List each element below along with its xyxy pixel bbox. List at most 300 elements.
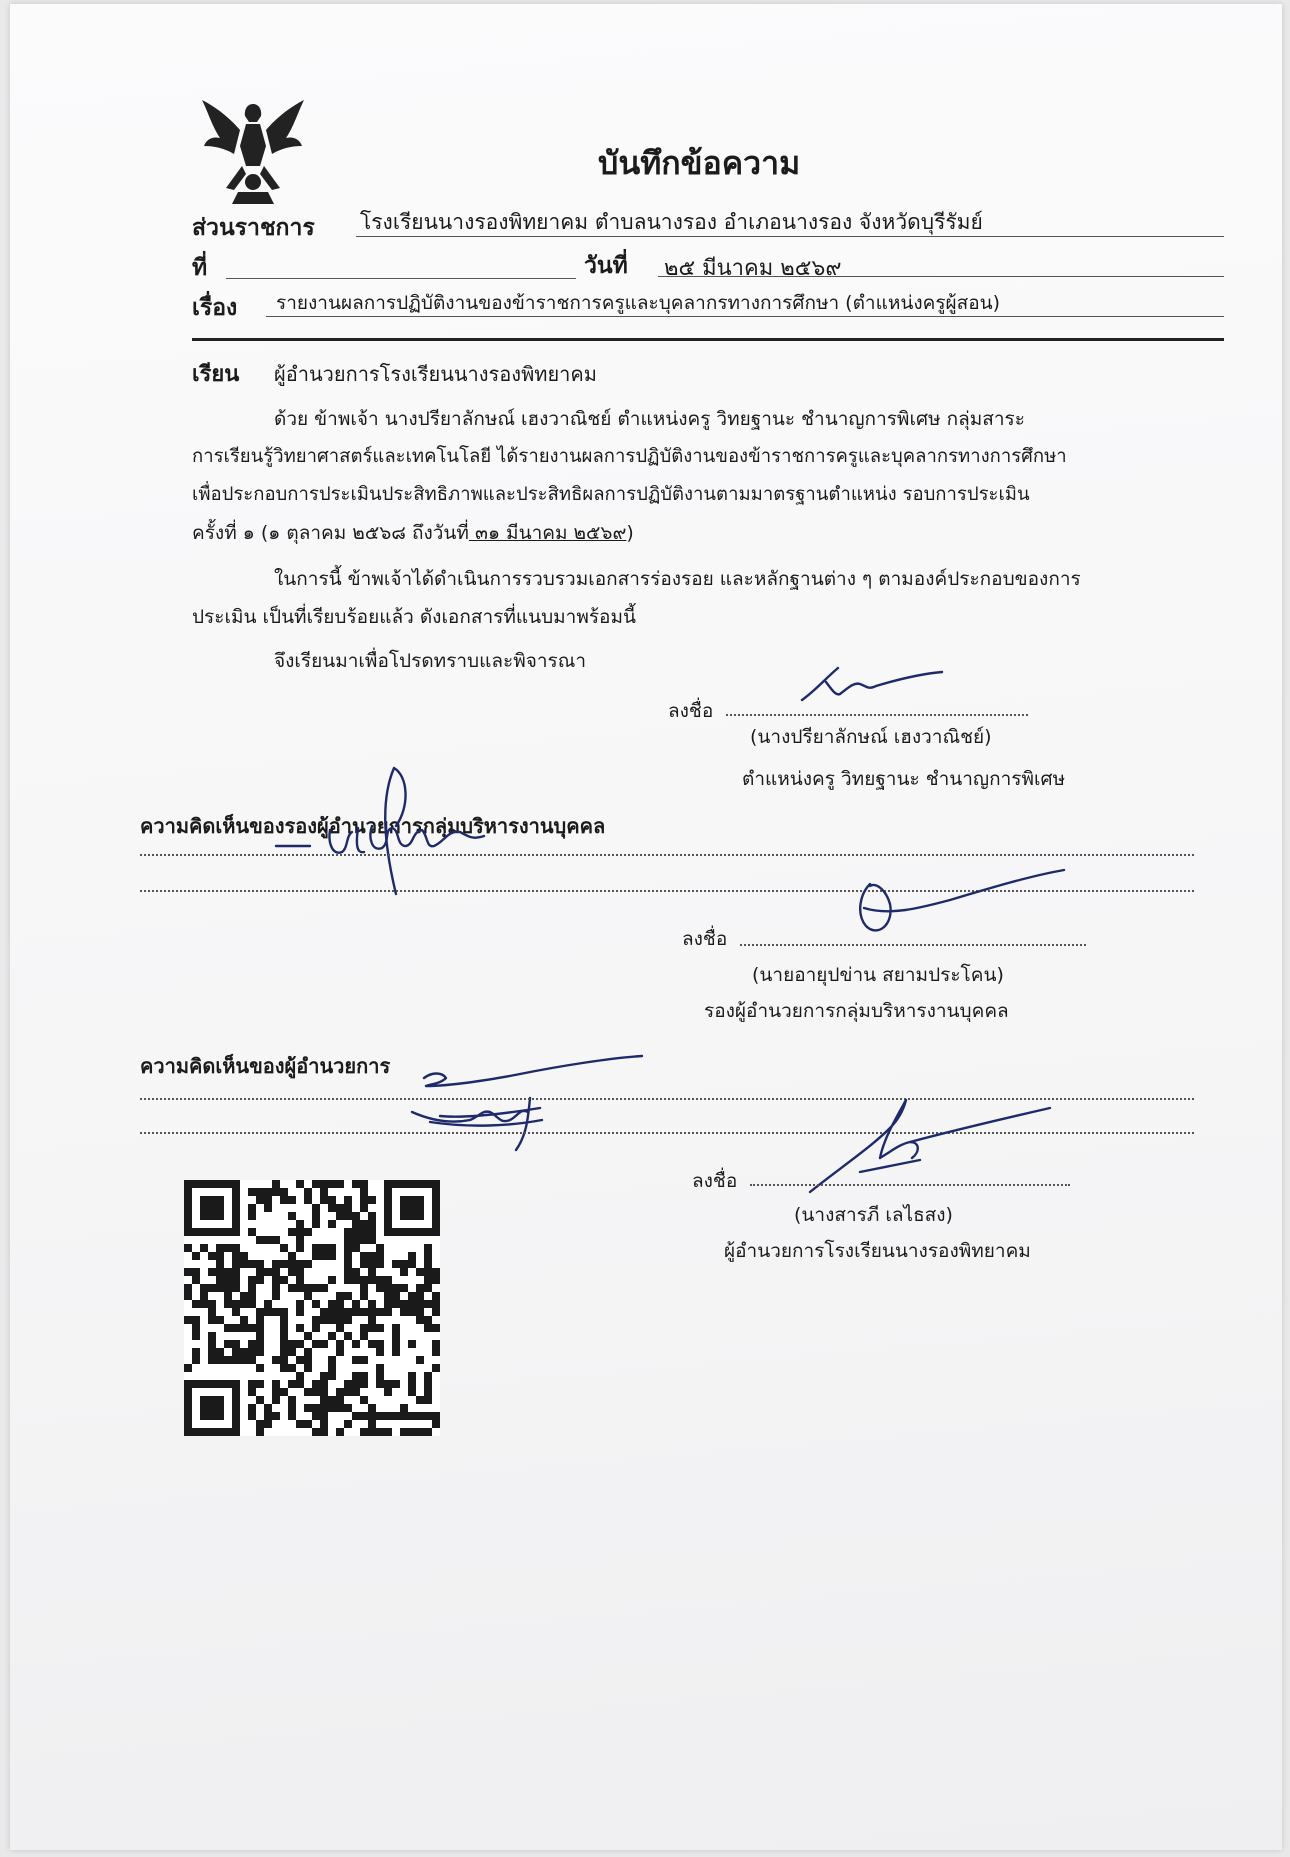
qr-module: [352, 1244, 360, 1252]
qr-module: [216, 1244, 224, 1252]
qr-module: [360, 1380, 368, 1388]
qr-module: [360, 1356, 368, 1364]
qr-module: [248, 1404, 256, 1412]
qr-module: [416, 1284, 424, 1292]
qr-module: [320, 1340, 328, 1348]
qr-module: [392, 1332, 400, 1340]
qr-module: [280, 1356, 288, 1364]
qr-module: [296, 1372, 304, 1380]
qr-module: [344, 1276, 352, 1284]
qr-module: [200, 1284, 208, 1292]
qr-module: [192, 1268, 200, 1276]
qr-module: [352, 1276, 360, 1284]
qr-module: [304, 1388, 312, 1396]
qr-module: [288, 1340, 296, 1348]
qr-module: [328, 1372, 336, 1380]
qr-module: [232, 1300, 240, 1308]
qr-module: [296, 1244, 304, 1252]
qr-module: [240, 1324, 248, 1332]
qr-module: [256, 1276, 264, 1284]
subject-value: รายงานผลการปฏิบัติงานของข้าราชการครูและบุคลากรทางการศึกษา (ตำแหน่งครูผู้สอน): [276, 292, 1001, 314]
qr-module: [264, 1188, 272, 1196]
qr-module: [232, 1284, 240, 1292]
qr-module: [424, 1388, 432, 1396]
qr-module: [328, 1220, 336, 1228]
qr-module: [232, 1324, 240, 1332]
qr-module: [344, 1332, 352, 1340]
qr-module: [224, 1300, 232, 1308]
qr-module: [272, 1188, 280, 1196]
qr-module: [296, 1228, 304, 1236]
qr-module: [288, 1404, 296, 1412]
qr-module: [184, 1244, 192, 1252]
qr-module: [272, 1412, 280, 1420]
qr-module: [424, 1260, 432, 1268]
qr-module: [368, 1276, 376, 1284]
qr-module: [352, 1308, 360, 1316]
qr-module: [392, 1412, 400, 1420]
qr-module: [376, 1276, 384, 1284]
qr-module: [320, 1196, 328, 1204]
opinion2-sign-label: ลงชื่อ: [692, 1170, 738, 1192]
qr-module: [352, 1180, 360, 1188]
qr-module: [216, 1356, 224, 1364]
qr-module: [288, 1228, 296, 1236]
qr-module: [336, 1212, 344, 1220]
qr-module: [376, 1260, 384, 1268]
qr-module: [328, 1180, 336, 1188]
qr-module: [344, 1292, 352, 1300]
qr-module: [296, 1380, 304, 1388]
qr-module: [344, 1196, 352, 1204]
qr-module: [272, 1268, 280, 1276]
qr-module: [368, 1420, 376, 1428]
qr-module: [288, 1380, 296, 1388]
signer1-position: ตำแหน่งครู วิทยฐานะ ชำนาญการพิเศษ: [742, 768, 1066, 790]
qr-module: [288, 1212, 296, 1220]
qr-module: [248, 1412, 256, 1420]
qr-module: [416, 1396, 424, 1404]
qr-module: [328, 1244, 336, 1252]
qr-module: [240, 1316, 248, 1324]
qr-module: [360, 1428, 368, 1436]
qr-module: [344, 1236, 352, 1244]
qr-module: [248, 1388, 256, 1396]
qr-module: [208, 1308, 216, 1316]
qr-module: [352, 1300, 360, 1308]
qr-module: [368, 1268, 376, 1276]
qr-module: [248, 1324, 256, 1332]
qr-module: [248, 1188, 256, 1196]
qr-module: [424, 1372, 432, 1380]
qr-module: [352, 1412, 360, 1420]
qr-module: [416, 1268, 424, 1276]
qr-module: [256, 1420, 264, 1428]
qr-module: [192, 1332, 200, 1340]
qr-module: [360, 1236, 368, 1244]
qr-module: [208, 1300, 216, 1308]
qr-module: [368, 1404, 376, 1412]
qr-module: [360, 1324, 368, 1332]
qr-module: [272, 1308, 280, 1316]
qr-module: [304, 1292, 312, 1300]
qr-module: [192, 1356, 200, 1364]
qr-module: [336, 1316, 344, 1324]
qr-module: [224, 1268, 232, 1276]
qr-module: [408, 1252, 416, 1260]
qr-code: [184, 1180, 440, 1436]
qr-module: [344, 1244, 352, 1252]
qr-module: [272, 1380, 280, 1388]
qr-module: [408, 1412, 416, 1420]
qr-module: [368, 1236, 376, 1244]
qr-module: [328, 1300, 336, 1308]
qr-module: [184, 1292, 192, 1300]
qr-module: [352, 1388, 360, 1396]
qr-module: [248, 1204, 256, 1212]
qr-module: [368, 1252, 376, 1260]
qr-module: [320, 1316, 328, 1324]
opinion1-handwritten-note: [272, 766, 552, 896]
qr-module: [360, 1284, 368, 1292]
qr-module: [360, 1332, 368, 1340]
qr-module: [288, 1284, 296, 1292]
qr-module: [392, 1260, 400, 1268]
qr-module: [432, 1420, 440, 1428]
qr-module: [368, 1316, 376, 1324]
qr-module: [232, 1244, 240, 1252]
subject-label: เรื่อง: [192, 295, 238, 321]
qr-module: [328, 1356, 336, 1364]
qr-module: [376, 1244, 384, 1252]
qr-module: [264, 1196, 272, 1204]
qr-module: [408, 1428, 416, 1436]
qr-module: [192, 1300, 200, 1308]
qr-module: [296, 1284, 304, 1292]
qr-module: [336, 1388, 344, 1396]
date-underline: [658, 276, 1224, 277]
qr-module: [192, 1316, 200, 1324]
qr-module: [336, 1340, 344, 1348]
qr-module: [336, 1404, 344, 1412]
qr-module: [352, 1372, 360, 1380]
qr-module: [296, 1300, 304, 1308]
qr-module: [312, 1204, 320, 1212]
qr-module: [184, 1284, 192, 1292]
qr-module: [320, 1380, 328, 1388]
qr-module: [296, 1260, 304, 1268]
qr-module: [296, 1236, 304, 1244]
qr-module: [232, 1276, 240, 1284]
header-divider: [192, 338, 1224, 341]
qr-module: [224, 1276, 232, 1284]
qr-module: [328, 1364, 336, 1372]
qr-code-icon: [184, 1180, 440, 1436]
qr-module: [264, 1404, 272, 1412]
qr-module: [320, 1372, 328, 1380]
qr-module: [368, 1228, 376, 1236]
date-label: วันที่: [584, 253, 628, 279]
qr-module: [408, 1380, 416, 1388]
qr-module: [288, 1396, 296, 1404]
qr-module: [304, 1260, 312, 1268]
qr-module: [432, 1364, 440, 1372]
qr-module: [368, 1324, 376, 1332]
garuda-emblem-icon: [198, 96, 308, 208]
qr-module: [240, 1292, 248, 1300]
qr-module: [312, 1404, 320, 1412]
qr-module: [256, 1308, 264, 1316]
qr-module: [280, 1196, 288, 1204]
qr-module: [432, 1324, 440, 1332]
qr-module: [320, 1284, 328, 1292]
qr-module: [424, 1324, 432, 1332]
qr-module: [328, 1276, 336, 1284]
qr-module: [360, 1204, 368, 1212]
qr-module: [312, 1284, 320, 1292]
qr-module: [280, 1260, 288, 1268]
qr-module: [352, 1228, 360, 1236]
qr-module: [296, 1356, 304, 1364]
to-value: ผู้อำนวยการโรงเรียนนางรองพิทยาคม: [274, 362, 597, 386]
qr-module: [360, 1276, 368, 1284]
qr-module: [232, 1348, 240, 1356]
opinion1-name: (นายอายุปข่าน สยามประโคน): [752, 964, 1004, 986]
qr-module: [296, 1420, 304, 1428]
qr-module: [336, 1428, 344, 1436]
qr-module: [384, 1380, 392, 1388]
qr-module: [376, 1372, 384, 1380]
qr-module: [288, 1364, 296, 1372]
memo-title: บันทึกข้อความ: [598, 144, 801, 182]
qr-module: [232, 1356, 240, 1364]
qr-module: [280, 1348, 288, 1356]
qr-module: [256, 1268, 264, 1276]
qr-module: [392, 1380, 400, 1388]
qr-module: [392, 1324, 400, 1332]
qr-module: [432, 1276, 440, 1284]
opinion2-sign-dots: [750, 1184, 1070, 1186]
qr-module: [432, 1340, 440, 1348]
qr-module: [432, 1308, 440, 1316]
qr-module: [232, 1308, 240, 1316]
qr-module: [384, 1428, 392, 1436]
qr-module: [296, 1268, 304, 1276]
body-p1-line3: เพื่อประกอบการประเมินประสิทธิภาพและประสิทธิผลการปฏิบัติงานตามมาตรฐานตำแหน่ง รอบการประเมิน: [192, 484, 1030, 505]
qr-module: [432, 1268, 440, 1276]
qr-module: [376, 1252, 384, 1260]
qr-module: [424, 1252, 432, 1260]
qr-module: [216, 1316, 224, 1324]
qr-module: [408, 1300, 416, 1308]
qr-module: [344, 1380, 352, 1388]
qr-module: [256, 1236, 264, 1244]
qr-module: [400, 1404, 408, 1412]
qr-module: [344, 1252, 352, 1260]
qr-module: [328, 1252, 336, 1260]
qr-module: [360, 1308, 368, 1316]
qr-module: [416, 1356, 424, 1364]
qr-module: [368, 1196, 376, 1204]
qr-module: [224, 1244, 232, 1252]
qr-module: [320, 1396, 328, 1404]
qr-module: [304, 1356, 312, 1364]
qr-module: [400, 1284, 408, 1292]
qr-module: [256, 1396, 264, 1404]
qr-module: [320, 1252, 328, 1260]
qr-module: [296, 1324, 304, 1332]
qr-module: [264, 1236, 272, 1244]
qr-module: [328, 1332, 336, 1340]
qr-module: [328, 1396, 336, 1404]
qr-module: [312, 1428, 320, 1436]
qr-module: [384, 1276, 392, 1284]
qr-module: [216, 1252, 224, 1260]
qr-module: [248, 1260, 256, 1268]
qr-module: [288, 1412, 296, 1420]
body-p2-line1: ในการนี้ ข้าพเจ้าได้ดำเนินการรวบรวมเอกสารร่องรอย และหลักฐานต่าง ๆ ตามองค์ประกอบของการ: [274, 568, 1081, 590]
qr-module: [272, 1260, 280, 1268]
qr-module: [280, 1244, 288, 1252]
qr-module: [312, 1412, 320, 1420]
opinion2-heading: ความคิดเห็นของผู้อำนวยการ: [140, 1054, 391, 1078]
qr-module: [344, 1316, 352, 1324]
qr-module: [360, 1292, 368, 1300]
qr-module: [280, 1332, 288, 1340]
signer1-sign-label: ลงชื่อ: [668, 700, 714, 722]
qr-module: [240, 1252, 248, 1260]
qr-module: [352, 1380, 360, 1388]
qr-module: [368, 1412, 376, 1420]
qr-module: [320, 1244, 328, 1252]
qr-module: [344, 1268, 352, 1276]
qr-module: [280, 1340, 288, 1348]
qr-module: [432, 1348, 440, 1356]
qr-module: [432, 1300, 440, 1308]
qr-module: [280, 1316, 288, 1324]
qr-module: [360, 1260, 368, 1268]
qr-module: [224, 1324, 232, 1332]
qr-module: [352, 1236, 360, 1244]
qr-module: [432, 1292, 440, 1300]
qr-module: [320, 1420, 328, 1428]
qr-module: [320, 1428, 328, 1436]
qr-module: [312, 1324, 320, 1332]
qr-module: [368, 1300, 376, 1308]
qr-module: [288, 1252, 296, 1260]
qr-module: [224, 1284, 232, 1292]
qr-module: [296, 1276, 304, 1284]
qr-module: [304, 1284, 312, 1292]
qr-module: [384, 1284, 392, 1292]
qr-module: [352, 1212, 360, 1220]
qr-module: [208, 1316, 216, 1324]
qr-module: [312, 1340, 320, 1348]
qr-module: [224, 1356, 232, 1364]
opinion1-dots-line1: [140, 854, 1194, 856]
qr-module: [272, 1236, 280, 1244]
qr-module: [384, 1292, 392, 1300]
qr-module: [200, 1244, 208, 1252]
qr-module: [224, 1340, 232, 1348]
qr-module: [408, 1388, 416, 1396]
qr-module: [304, 1188, 312, 1196]
qr-module: [376, 1284, 384, 1292]
qr-module: [296, 1340, 304, 1348]
qr-module: [400, 1308, 408, 1316]
qr-module: [312, 1388, 320, 1396]
opinion2-position: ผู้อำนวยการโรงเรียนนางรองพิทยาคม: [724, 1240, 1031, 1262]
qr-module: [416, 1428, 424, 1436]
qr-module: [240, 1356, 248, 1364]
qr-module: [344, 1212, 352, 1220]
qr-module: [240, 1260, 248, 1268]
qr-module: [280, 1276, 288, 1284]
ref-underline: [226, 278, 576, 279]
qr-module: [256, 1196, 264, 1204]
qr-module: [368, 1308, 376, 1316]
qr-module: [320, 1308, 328, 1316]
qr-module: [216, 1268, 224, 1276]
qr-module: [344, 1308, 352, 1316]
qr-module: [272, 1396, 280, 1404]
qr-module: [416, 1316, 424, 1324]
qr-module: [360, 1228, 368, 1236]
qr-module: [360, 1220, 368, 1228]
qr-module: [312, 1380, 320, 1388]
qr-module: [432, 1412, 440, 1420]
qr-module: [248, 1292, 256, 1300]
qr-module: [184, 1316, 192, 1324]
qr-module: [384, 1388, 392, 1396]
qr-module: [240, 1348, 248, 1356]
qr-module: [376, 1324, 384, 1332]
qr-module: [248, 1228, 256, 1236]
qr-module: [280, 1364, 288, 1372]
qr-module: [256, 1340, 264, 1348]
qr-module: [312, 1180, 320, 1188]
qr-module: [256, 1260, 264, 1268]
qr-module: [416, 1412, 424, 1420]
qr-module: [256, 1348, 264, 1356]
department-value: โรงเรียนนางรองพิทยาคม ตำบลนางรอง อำเภอนางรอง จังหวัดบุรีรัมย์: [360, 210, 983, 234]
qr-module: [312, 1244, 320, 1252]
qr-module: [296, 1180, 304, 1188]
opinion1-sign-dots: [740, 944, 1086, 946]
qr-module: [240, 1300, 248, 1308]
qr-module: [424, 1380, 432, 1388]
qr-module: [392, 1348, 400, 1356]
qr-module: [368, 1340, 376, 1348]
qr-module: [360, 1196, 368, 1204]
body-p1-line4-end-date: ๓๑ มีนาคม ๒๕๖๙: [468, 522, 627, 544]
qr-module: [264, 1412, 272, 1420]
qr-module: [248, 1212, 256, 1220]
qr-module: [288, 1268, 296, 1276]
qr-module: [256, 1428, 264, 1436]
qr-module: [200, 1300, 208, 1308]
qr-module: [376, 1308, 384, 1316]
opinion1-signature: [850, 864, 1070, 944]
qr-module: [360, 1188, 368, 1196]
qr-module: [392, 1284, 400, 1292]
qr-module: [272, 1388, 280, 1396]
qr-module: [192, 1276, 200, 1284]
qr-module: [280, 1188, 288, 1196]
opinion2-signature: [800, 1088, 1060, 1198]
qr-module: [296, 1308, 304, 1316]
qr-module: [304, 1364, 312, 1372]
